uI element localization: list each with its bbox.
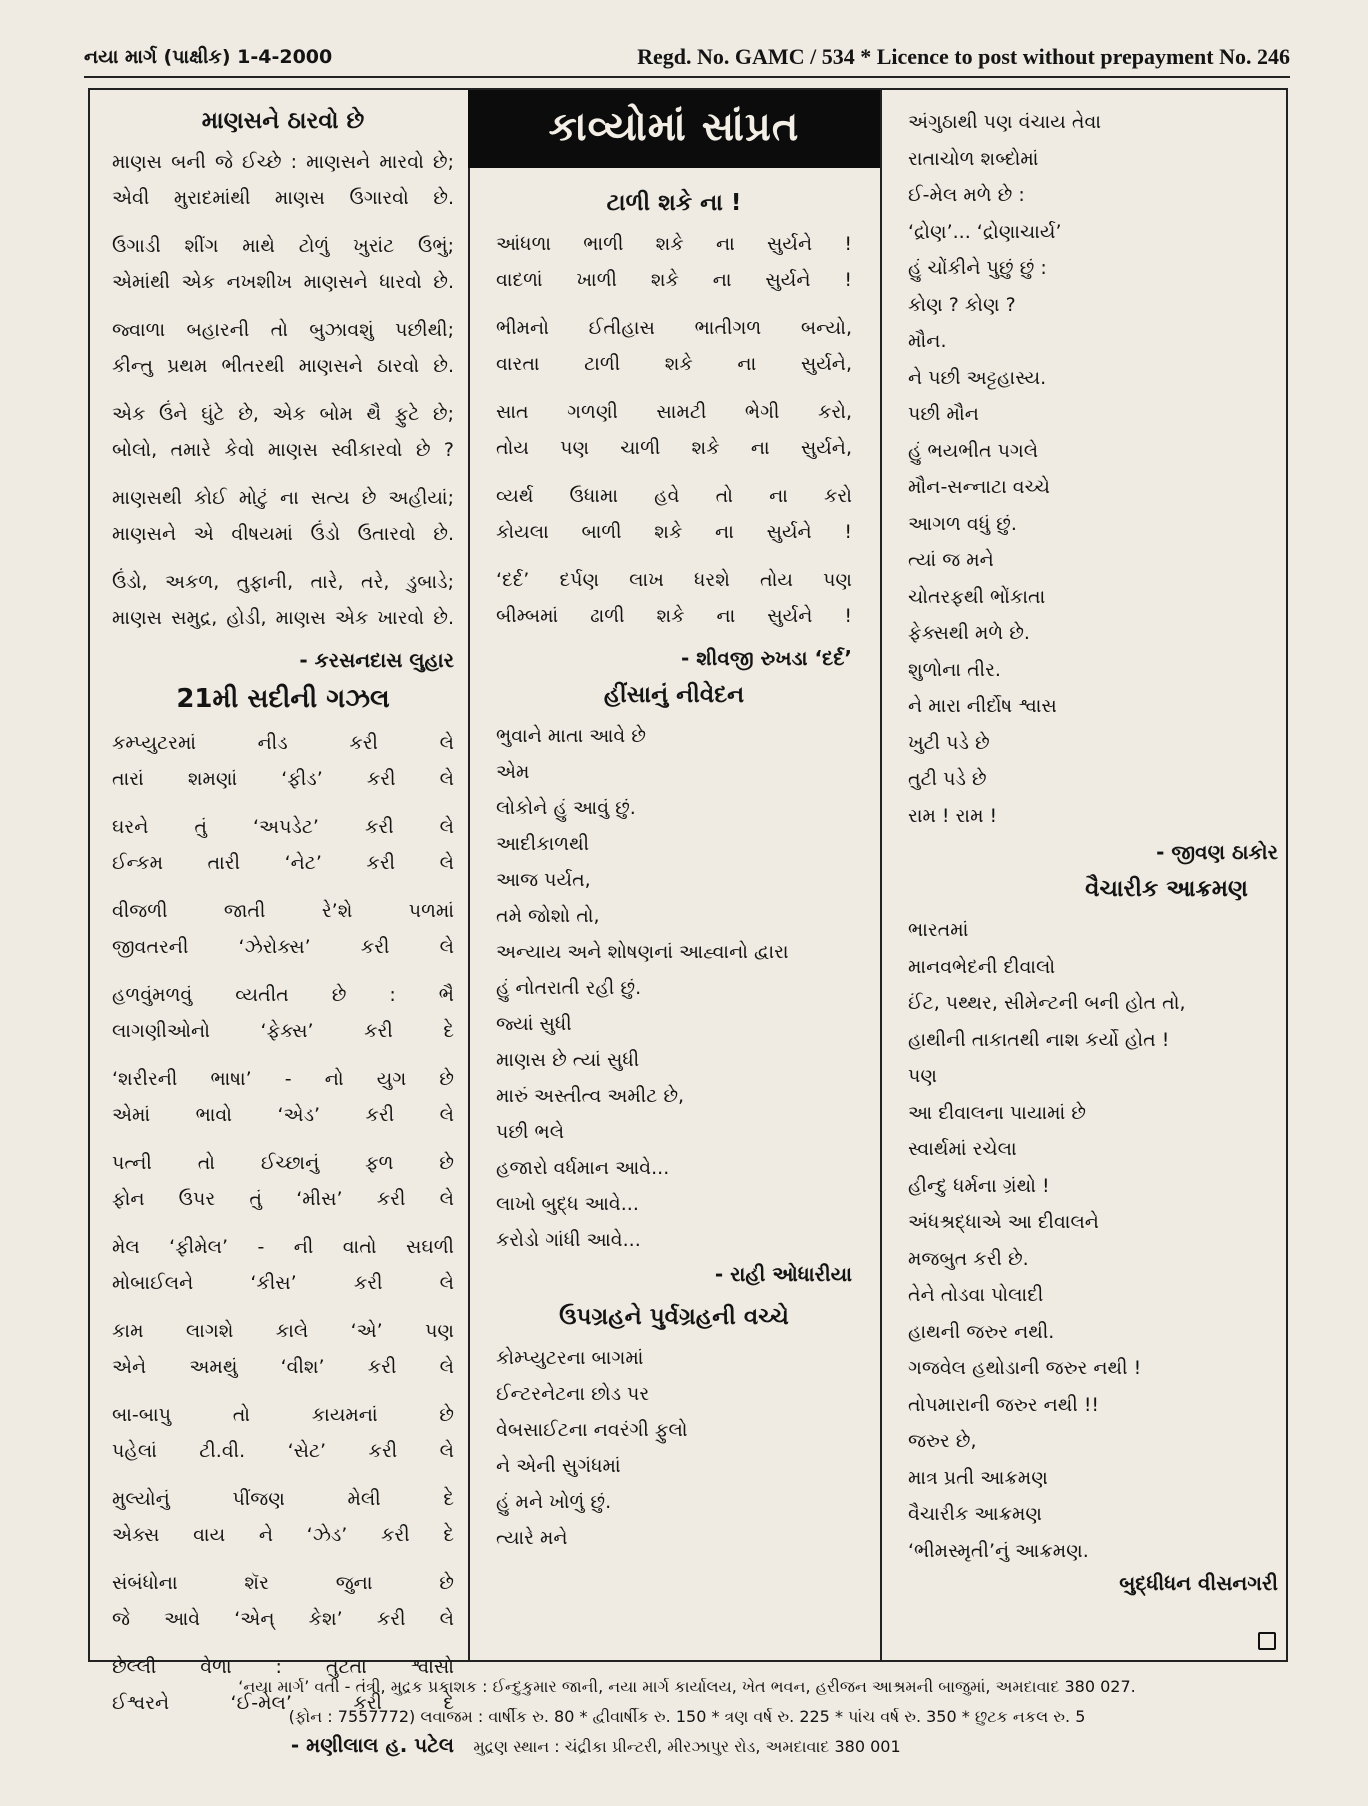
poem-line: અન્યાય અને શોષણનાં આહ્વાનો દ્વારા: [496, 941, 789, 963]
poem-title: ટાળી શકે ના !: [606, 190, 742, 216]
poem-stanza: [112, 228, 454, 300]
poem-line: હું ચોંકીને પુછું છું :: [908, 257, 1047, 279]
poem-line: છેલ્લી વેળા : તુટતા શ્વાસો: [112, 1656, 454, 1678]
poem-stanza: [112, 312, 454, 384]
poem-author: - કરસનદાસ લુહાર: [299, 648, 454, 672]
poem-line: ‘દર્દ’ દર્પણ લાખ ધરશે તોય પણ: [496, 569, 852, 591]
poem-line: વાદળાં ખાળી શકે ના સુર્યને !: [496, 269, 852, 291]
poem-line: ફેક્સથી મળે છે.: [908, 622, 1030, 644]
poem-author: - જીવણ ઠાકોર: [1156, 840, 1278, 864]
poem-line: જીવતરની ‘ઝેરોક્સ’ કરી લે: [112, 936, 454, 958]
poem-stanza: [496, 226, 852, 298]
page-header: [84, 40, 1290, 78]
footer-printer-line: મુદ્રણ સ્થાન : ચંદ્રીકા પ્રીન્ટરી, મીરઝાપુર રોડ, અમદાવાદ 380 001: [473, 1737, 901, 1756]
poem-body: [496, 1340, 852, 1556]
poem-line: તુટી પડે છે: [908, 768, 987, 790]
poem-line: આ દીવાલના પાયામાં છે: [908, 1101, 1086, 1124]
poem-line: ઈંટ, પથ્થર, સીમેન્ટની બની હોત તો,: [908, 992, 1186, 1014]
page-footer: [84, 1672, 1290, 1762]
poem-line: રામ ! રામ !: [908, 804, 998, 827]
poem-line: એમાંથી એક નખશીખ માણસને ધારવો છે.: [112, 271, 454, 293]
poem-line: ત્યાં જ મને: [908, 549, 994, 571]
poem-stanza: [112, 893, 454, 965]
poem-line: શુળોના તીર.: [908, 658, 1001, 681]
poem-line: વ્યર્થ ઉધામા હવે તો ના કરો: [496, 485, 852, 507]
poem-stanza: [112, 725, 454, 797]
poem-line: ઈશ્વરને ‘ઈ-મેલ’ કરી દે: [112, 1692, 454, 1714]
poem-line: આદીકાળથી: [496, 833, 590, 855]
column-left: [90, 90, 470, 1757]
poem-line: તારાં શમણાં ‘ફીડ’ કરી લે: [112, 768, 454, 790]
poem-stanza: [496, 562, 852, 634]
poem-author: - શીવજી રુખડા ‘દર્દ’: [680, 646, 852, 670]
poem-line: મૌન-સન્નાટા વચ્ચે: [908, 476, 1051, 498]
poem-line: વીજળી જાતી રે’શે પળમાં: [112, 900, 454, 922]
poem-line: બોલો, તમારે કેવો માણસ સ્વીકારવો છે ?: [112, 439, 454, 461]
poem-line: મોબાઈલને ‘કીસ’ કરી લે: [112, 1272, 454, 1294]
poem-line: જરુર છે,: [908, 1430, 977, 1452]
poem-line: ભુવાને માતા આવે છે: [496, 725, 646, 747]
poem-line: એને અમથું ‘વીશ’ કરી લે: [112, 1356, 454, 1378]
poem-line: જ્યાં સુધી: [496, 1013, 572, 1035]
poem-line: હું મને ખોળું છું.: [496, 1491, 612, 1513]
poem-author: - મણીલાલ હ. પટેલ: [290, 1733, 454, 1757]
poem-line: તમે જોશો તો,: [496, 905, 600, 927]
poem-body: [496, 226, 852, 634]
poem-line: લોકોને હું આવું છું.: [496, 797, 636, 819]
poem-line: ને એની સુગંધમાં: [496, 1455, 621, 1477]
poem-line: માણસ સમુદ્ર, હોડી, માણસ એક ખારવો છે.: [112, 607, 454, 629]
poem-line: પછી ભલે: [496, 1121, 565, 1143]
poem-line: ‘શરીરની ભાષા’ - નો યુગ છે: [112, 1068, 454, 1090]
publication-date: નયા માર્ગ (પાક્ષીક) 1-4-2000: [84, 46, 333, 68]
poem-line: હળવુંમળવું વ્યતીત છે : ભૈ: [112, 984, 454, 1006]
poem-stanza: [496, 1340, 852, 1556]
poem-stanza: [112, 1481, 454, 1553]
poem-line: ને મારા નીર્દોષ શ્વાસ: [908, 695, 1057, 717]
poem-line: અંગુઠાથી પણ વંચાય તેવા: [908, 111, 1101, 133]
poem-title: ઉપગ્રહને પુર્વગ્રહની વચ્ચે: [559, 1304, 789, 1330]
poem-body: [908, 104, 1278, 834]
poem-line: મજબુત કરી છે.: [908, 1247, 1029, 1270]
poem-stanza: [112, 1313, 454, 1385]
registration-info: Regd. No. GAMC / 534 * Licence to post without prepayment No. 246: [637, 44, 1290, 69]
poem-line: માનવભેદની દીવાલો: [908, 955, 1056, 978]
poem-line: ‘દ્રોણ’... ‘દ્રોણાચાર્ય’: [908, 220, 1062, 243]
poem-line: તોય પણ ચાળી શકે ના સુર્યને,: [496, 437, 852, 459]
poem-stanza: [112, 1145, 454, 1217]
poem-line: ખુટી પડે છે: [908, 731, 990, 754]
poem-body: [112, 725, 454, 1721]
poem-line: ઈ-મેલ મળે છે :: [908, 184, 1025, 206]
poem-line: વારતા ટાળી શકે ના સુર્યને,: [496, 353, 852, 375]
poem-stanza: [496, 310, 852, 382]
poem-line: ને પછી અટ્ટહાસ્ય.: [908, 366, 1047, 389]
poem-line: હીન્દુ ધર્મના ગ્રંથો !: [908, 1174, 1050, 1197]
poem-title: માણસને ઠારવો છે: [201, 108, 365, 134]
poem-line: એક ઉંને ઘુંટે છે, એક બોમ થૈ ફુટે છે;: [112, 403, 454, 425]
poem-line: બીમ્બમાં ઢાળી શકે ના સુર્યને !: [496, 605, 852, 627]
poem-line: ‘ભીમસ્મૃતી’નું આક્રમણ.: [908, 1539, 1089, 1562]
poem-line: જે આવે ‘એન્ કેશ’ કરી લે: [112, 1608, 454, 1630]
poem-stanza: [112, 1397, 454, 1469]
footer-subscription-line: (ફોન : 7557772) લવાજમ : વાર્ષીક રુ. 80 * દ્વીવાર્ષીક રુ. 150 * ત્રણ વર્ષ રુ. 225 * પાંચ વર્ષ રુ. 350 * છુટક નકલ રુ. 5: [288, 1707, 1086, 1726]
poem-line: માણસ બની જે ઈચ્છે : માણસને મારવો છે;: [112, 151, 454, 173]
poem-line: હાથની જરુર નથી.: [908, 1320, 1055, 1343]
section-banner: કાવ્યોમાં સાંપ્રત: [468, 90, 880, 168]
poem-line: કોમ્પ્યુટરના બાગમાં: [496, 1347, 644, 1369]
poem-stanza: [112, 564, 454, 636]
poem-line: સાત ગળણી સામટી ભેગી કરો,: [496, 401, 852, 423]
poem-line: વૈચારીક આક્રમણ: [908, 1503, 1042, 1525]
poem-author: બુદ્ધીધન વીસનગરી: [1119, 1571, 1278, 1595]
poem-line: ગજવેલ હથોડાની જરુર નથી !: [908, 1357, 1142, 1379]
poem-line: પહેલાં ટી.વી. ‘સેટ’ કરી લે: [112, 1440, 454, 1462]
poem-line: કરોડો ગાંધી આવે...: [496, 1229, 641, 1251]
poem-line: આજ પર્યત,: [496, 869, 591, 891]
poem-line: ફોન ઉપર તું ‘મીસ’ કરી લે: [112, 1188, 454, 1210]
poem-line: એમાં ભાવો ‘એડ’ કરી લે: [112, 1104, 454, 1126]
poem-line: પછી મૌન: [908, 403, 979, 425]
poem-stanza: [112, 396, 454, 468]
poem-line: સંબંધોના શૅર જુના છે: [112, 1572, 454, 1594]
poem-stanza: [112, 480, 454, 552]
poem-line: હું ભયભીત પગલે: [908, 439, 1039, 462]
poem-line: મૌન.: [908, 330, 947, 352]
poem-stanza: [112, 144, 454, 216]
column-right: [880, 90, 1288, 1660]
poem-stanza: [112, 1229, 454, 1301]
poem-line: મેલ ‘ફીમેલ’ - ની વાતો સઘળી: [112, 1236, 454, 1258]
poem-line: કમ્પ્યુટરમાં નીડ કરી લે: [112, 732, 454, 754]
poem-body: [496, 718, 852, 1258]
poem-title: હીંસાનું નીવેદન: [603, 682, 745, 708]
poem-body: [908, 912, 1278, 1569]
poem-line: માણસને એ વીષયમાં ઉંડો ઉતારવો છે.: [112, 523, 454, 545]
poem-line: તેને તોડવા પોલાદી: [908, 1284, 1044, 1306]
poem-stanza: [908, 912, 1278, 1569]
poem-line: લાખો બુદ્ધ આવે...: [496, 1193, 639, 1215]
poem-line: કીન્તુ પ્રથમ ભીતરથી માણસને ઠારવો છે.: [112, 355, 454, 377]
poem-line: ઈન્ટરનેટના છોડ પર: [496, 1383, 650, 1405]
poem-line: માણસ છે ત્યાં સુધી: [496, 1049, 640, 1071]
poem-line: વેબસાઈટના નવરંગી ફુલો: [496, 1419, 688, 1441]
poem-line: ઉંડો, અકળ, તુફાની, તારે, તરે, ડુબાડે;: [112, 571, 454, 593]
poem-stanza: [112, 809, 454, 881]
poem-stanza: [112, 1565, 454, 1637]
poem-line: મારું અસ્તીત્વ અમીટ છે,: [496, 1085, 685, 1107]
poem-line: જ્વાળા બહારની તો બુઝાવશું પછીથી;: [112, 319, 454, 341]
poem-line: પત્ની તો ઈચ્છાનું ફળ છે: [112, 1152, 454, 1174]
poem-author: - રાહી ઓધારીયા: [714, 1262, 852, 1286]
poem-line: કામ લાગશે કાલે ‘એ’ પણ: [112, 1320, 454, 1342]
poem-line: હજારો વર્ધમાન આવે...: [496, 1157, 670, 1179]
poem-stanza: [112, 1061, 454, 1133]
poem-line: રાતાચોળ શબ્દોમાં: [908, 147, 1039, 170]
poem-line: તોપમારાની જરુર નથી !!: [908, 1393, 1100, 1416]
poem-stanza: [112, 977, 454, 1049]
poem-line: એક્સ વાય ને ‘ઝેડ’ કરી દે: [112, 1524, 454, 1546]
poem-title: 21મી સદીની ગઝલ: [176, 684, 390, 714]
poem-title: વૈચારીક આક્રમણ: [1085, 876, 1248, 902]
poem-line: માત્ર પ્રતી આક્રમણ: [908, 1466, 1048, 1489]
poem-line: એવી મુરાદમાંથી માણસ ઉગારવો છે.: [112, 187, 454, 209]
poem-line: ચોતરફથી ભોંકાતા: [908, 585, 1046, 608]
poem-line: પણ: [908, 1065, 937, 1087]
poem-stanza: [496, 478, 852, 550]
poem-stanza: [496, 718, 852, 1258]
poem-line: બા-બાપુ તો કાયમનાં છે: [112, 1404, 454, 1426]
poem-line: ભીમનો ઈતીહાસ ભાતીગળ બન્યો,: [496, 317, 852, 339]
poem-line: હું નોતરાતી રહી છું.: [496, 977, 642, 999]
poem-body: [112, 144, 454, 636]
poem-line: અંધશ્રદ્ધાએ આ દીવાલને: [908, 1211, 1099, 1233]
footer-publisher-line: ‘નયા માર્ગ’ વતી - તંત્રી, મુદ્રક પ્રકાશક : ઈન્દુકુમાર જાની, નયા માર્ગ કાર્યાલય, ખેત ભવન, હરીજન આશ્રમની બાજુમાં, અમદાવાદ 380 027.: [238, 1677, 1136, 1696]
column-middle: [468, 90, 882, 1660]
poem-stanza: [496, 394, 852, 466]
poem-line: કોણ ? કોણ ?: [908, 293, 1016, 316]
poem-line: એમ: [496, 761, 530, 783]
end-mark-box: [1258, 1632, 1276, 1650]
poem-line: સ્વાર્થમાં રચેલા: [908, 1138, 1017, 1160]
poem-line: ભારતમાં: [908, 919, 969, 941]
poem-stanza: [908, 104, 1278, 834]
poem-line: ઘરને તું ‘અપડેટ’ કરી લે: [112, 816, 454, 838]
poem-line: આગળ વધું છું.: [908, 512, 1017, 535]
poem-line: મુલ્યોનું પીંજણ મેલી દે: [112, 1488, 454, 1510]
poem-line: માણસથી કોઈ મોટું ના સત્ય છે અહીયાં;: [112, 487, 454, 509]
poem-line: લાગણીઓનો ‘ફેક્સ’ કરી દે: [112, 1020, 454, 1042]
poem-line: ત્યારે મને: [496, 1527, 568, 1549]
poem-line: ઈન્કમ તારી ‘નેટ’ કરી લે: [112, 852, 454, 874]
poem-line: આંધળા ભાળી શકે ના સુર્યને !: [496, 233, 852, 255]
poem-line: કોયલા બાળી શકે ના સુર્યને !: [496, 521, 852, 543]
poem-line: હાથીની તાકાતથી નાશ કર્યો હોત !: [908, 1028, 1170, 1051]
poem-line: ઉગાડી શીંગ માથે ટોળું ખુરાંટ ઉભું;: [112, 235, 454, 257]
